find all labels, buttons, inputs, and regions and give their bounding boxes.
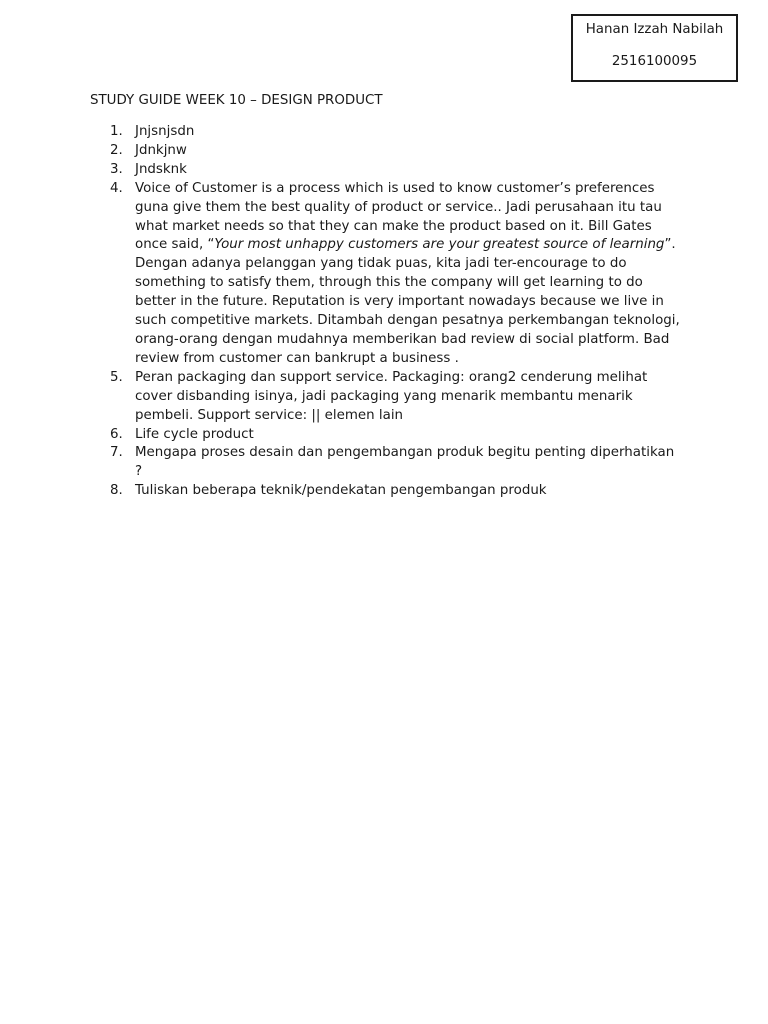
item-text-voice-of-customer	[135, 180, 680, 369]
item-text-part: ”. Dengan adanya pelanggan yang tidak puas, kita jadi ter-encourage to do something to satisfy them, through this the company will get learning to do better in the future. Reputation is very important nowadays because we live in such competitive markets. Ditambah dengan pesatnya perkembangan teknologi, orang-orang dengan mudahnya memberikan bad review di social platform. Bad review from customer can bankrupt a business .	[135, 237, 680, 366]
item-text: Jdnkjnw	[135, 142, 187, 158]
item-number: 6.	[110, 426, 123, 442]
item-number: 2.	[110, 142, 123, 158]
list-item	[0, 369, 680, 426]
document-title: STUDY GUIDE WEEK 10 – DESIGN PRODUCT	[90, 93, 383, 108]
item-text: Tuliskan beberapa teknik/pendekatan pengembangan produk	[135, 483, 547, 499]
list-item	[0, 161, 680, 180]
item-number: 4.	[110, 180, 123, 196]
item-number: 7.	[110, 445, 123, 461]
item-number: 3.	[110, 161, 123, 177]
item-number: 8.	[110, 483, 123, 499]
list-item	[0, 123, 680, 142]
item-text-part: Voice of Customer is a process which is used to know customer’s preferences guna give them the best quality of product or service.. Jadi perusahaan itu tau what market needs so that they can make the product based on it. Bill Gates once said, “	[135, 180, 662, 253]
item-number: 1.	[110, 124, 123, 139]
item-text: Peran packaging dan support service. Packaging: orang2 cenderung melihat cover disbanding isinya, jadi packaging yang menarik membantu menarik pembeli. Support service: || elemen lain	[135, 369, 648, 423]
list-item	[0, 482, 680, 501]
item-text: Jndsknk	[135, 161, 187, 177]
student-id: 2516100095	[611, 54, 698, 69]
item-text: Jnjsnjsdn	[135, 124, 195, 139]
item-text: Mengapa proses desain dan pengembangan produk begitu penting diperhatikan ?	[135, 445, 675, 480]
item-number: 5.	[110, 369, 123, 385]
item-text: Life cycle product	[135, 426, 254, 442]
list-item	[0, 180, 680, 369]
list-item	[0, 426, 680, 445]
bill-gates-quote: Your most unhappy customers are your greatest source of learning	[214, 237, 665, 253]
list-item	[0, 444, 680, 482]
student-name: Hanan Izzah Nabilah	[585, 22, 724, 37]
student-info-box	[571, 14, 738, 82]
study-guide-list	[0, 123, 680, 501]
list-item	[0, 142, 680, 161]
